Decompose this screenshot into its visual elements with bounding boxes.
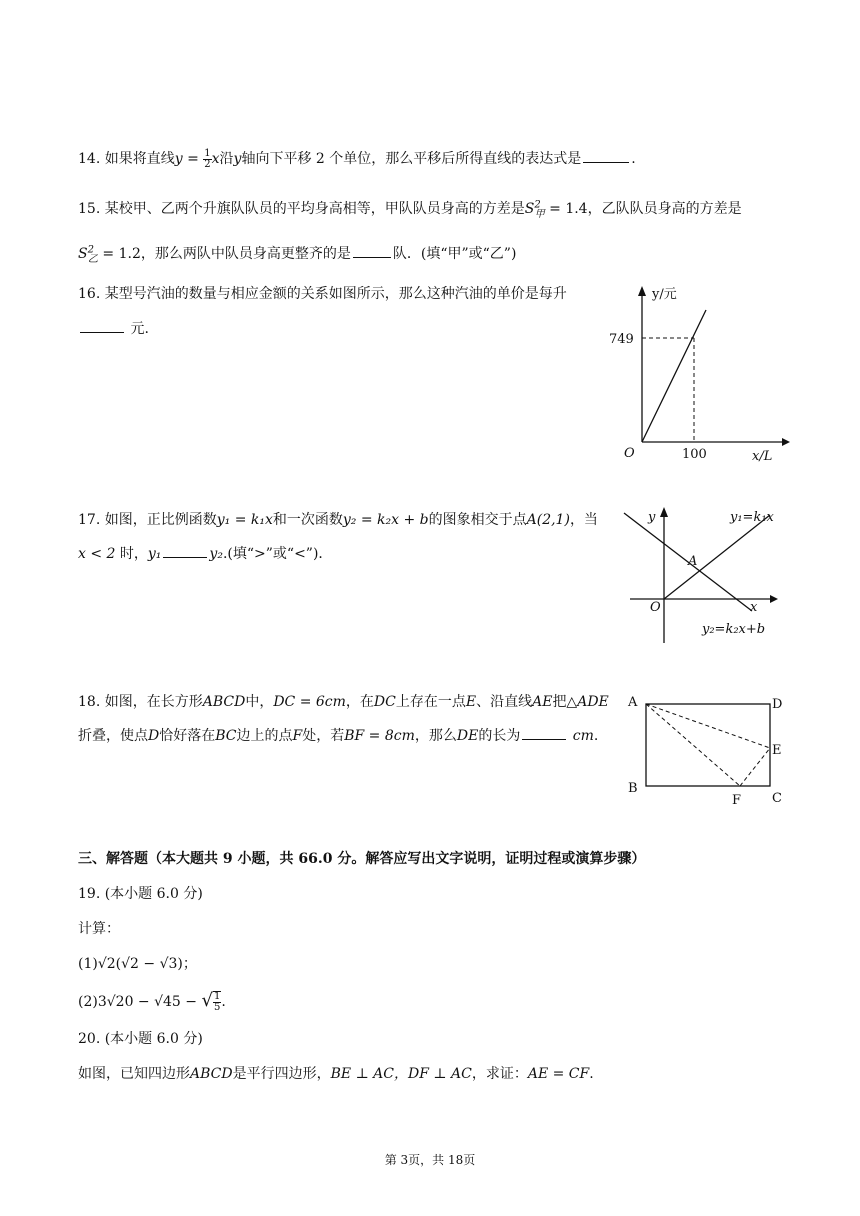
q18-label-d: D: [772, 697, 783, 712]
question-17-line-1: 17. 如图，正比例函数y₁ = k₁x和一次函数y₂ = k₂x + b的图象相交于点A(2,1)，当: [78, 512, 598, 528]
q17-y-label: y: [648, 510, 656, 525]
section-3-heading: 三、解答题（本大题共 9 小题，共 66.0 分。解答应写出文字说明，证明过程或演算步骤）: [78, 851, 646, 867]
q14-text-a: 14. 如果将直线: [78, 151, 175, 167]
q17-x-label: x: [750, 600, 758, 615]
question-16-line-2: 元.: [78, 318, 149, 338]
q14-equation: y = $\frac{1}{2}$ x: [174, 147, 220, 170]
q16-x-label: x/L: [752, 449, 773, 464]
q15-text-a: 15. 某校甲、乙两个升旗队队员的平均身高相等，甲队队员身高的方差是: [78, 201, 525, 217]
q18-answer-blank[interactable]: [522, 738, 566, 740]
q18-label-e: E: [772, 743, 782, 758]
q14-text-c: 轴向下平移 2 个单位，那么平移后所得直线的表达式是: [241, 151, 582, 167]
question-15-line-1: 15. 某校甲、乙两个升旗队队员的平均身高相等，甲队队员身高的方差是$S^2_甲 = 1.4$，乙队队员身高的方差是: [78, 199, 742, 220]
question-19-part-2: (2)3√20 − √45 − √ $\frac{1}{5}$ .: [78, 990, 226, 1013]
q18-label-a: A: [628, 695, 638, 710]
question-16-line-1: 16. 某型号汽油的数量与相应金额的关系如图所示，那么这种汽油的单价是每升: [78, 286, 567, 302]
q14-answer-blank[interactable]: [583, 161, 629, 163]
question-19-calc: 计算：: [78, 921, 120, 937]
q16-x-tick: 100: [682, 447, 707, 462]
q16-y-tick: 749: [609, 332, 634, 347]
q17-line1-label: y₁=k₁x: [730, 510, 774, 525]
page-footer: 第 3页，共 18页: [384, 1153, 476, 1167]
q17-origin: O: [650, 600, 661, 615]
question-18-line-1: 18. 如图，在长方形ABCD中，DC = 6cm，在DC上存在一点E、沿直线AE把△ADE: [78, 694, 609, 710]
question-20-text: 如图，已知四边形ABCD是平行四边形，BE ⊥ AC，DF ⊥ AC，求证：AE = CF.: [78, 1066, 594, 1082]
q17-answer-blank[interactable]: [163, 556, 207, 558]
q15-answer-blank[interactable]: [353, 256, 391, 258]
q16-answer-blank[interactable]: [80, 331, 124, 333]
q17-line2-label: y₂=k₂x+b: [702, 622, 766, 637]
q16-graph: [609, 282, 792, 472]
q16-y-label: y/元: [652, 287, 677, 302]
question-18-line-2: 折叠，使点D恰好落在BC边上的点F处，若BF = 8cm，那么DE的长为 cm.: [78, 728, 599, 744]
question-15-line-2: $S^2_乙 = 1.2$，那么两队中队员身高更整齐的是 队．(填“甲”或“乙”): [78, 244, 517, 265]
q16-origin: O: [624, 446, 635, 461]
question-20-title: 20. (本小题 6.0 分): [78, 1031, 203, 1047]
question-14: 14. 如果将直线y = $\frac{1}{2}$ x沿y轴向下平移 2 个单位，那么平移后所得直线的表达式是 .: [78, 147, 636, 170]
q17-graph: [622, 503, 797, 648]
q18-label-b: B: [628, 781, 638, 796]
q18-label-c: C: [772, 791, 782, 806]
question-19-title: 19. (本小题 6.0 分): [78, 886, 203, 902]
q14-text-b: 沿: [219, 151, 234, 167]
q18-label-f: F: [732, 793, 742, 808]
q18-graph: [622, 690, 792, 810]
question-19-part-1: (1)√2(√2 − √3)；: [78, 956, 197, 972]
question-17-line-2: x < 2 时，y₁ y₂.(填“>”或“<”)．: [78, 546, 333, 562]
q17-point-a: A: [688, 554, 698, 569]
